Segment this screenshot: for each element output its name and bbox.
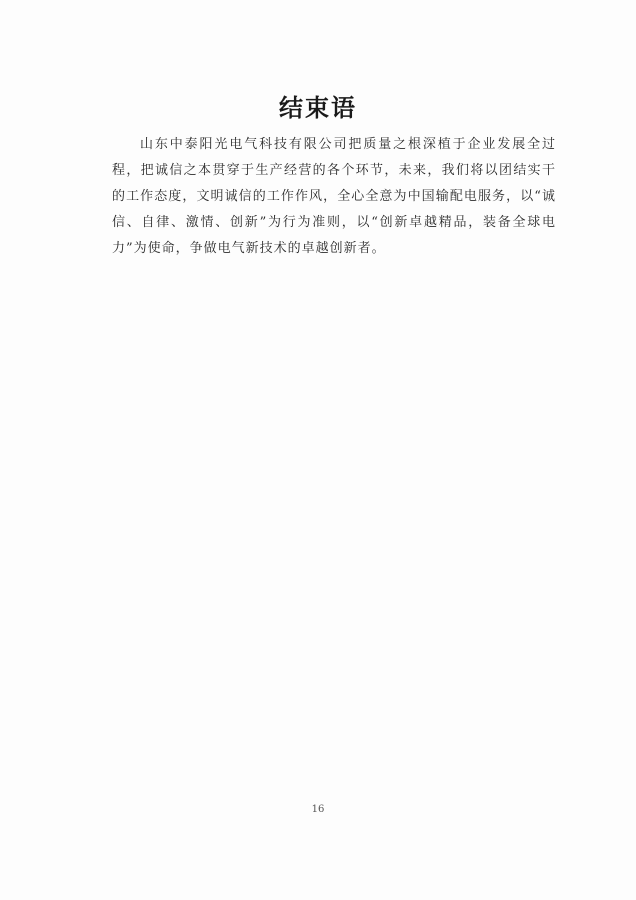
page-number: 16 xyxy=(311,804,325,815)
body-paragraph: 山东中泰阳光电气科技有限公司把质量之根深植于企业发展全过程，把诚信之本贯穿于生产经营的各个环节，未来，我们将以团结实干的工作态度，文明诚信的工作作风，全心全意为中国输配电服务，以“诚信、自律、激情、创新”为行为准则，以“创新卓越精品，装备全球电力”为使命，争做电气新技术的卓越创新者。 xyxy=(112,137,556,256)
page-title: 结束语 xyxy=(279,94,357,122)
